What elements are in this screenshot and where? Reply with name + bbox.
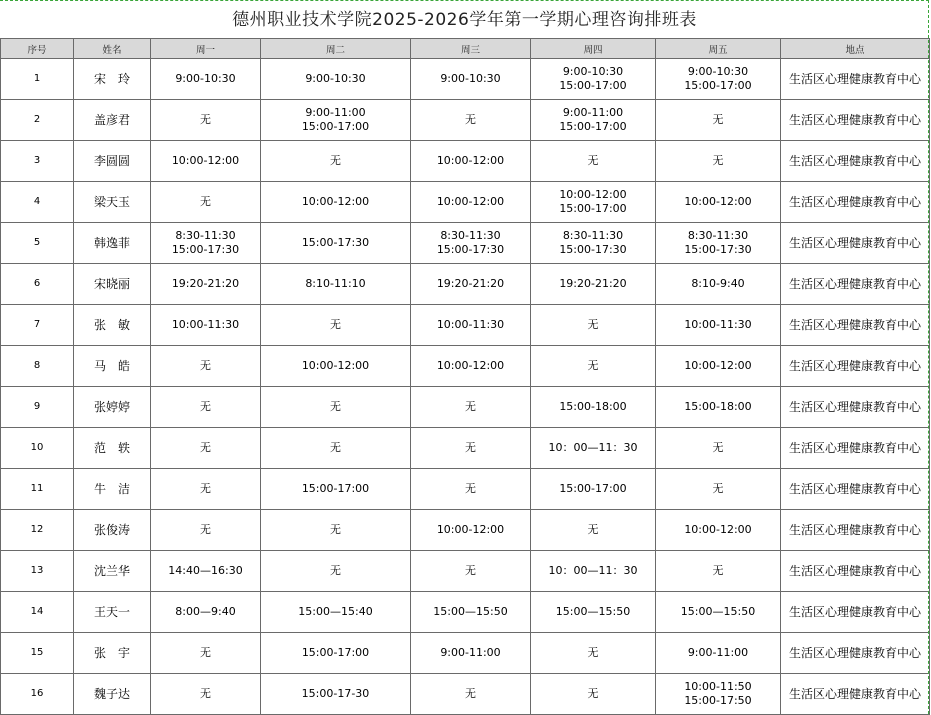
schedule-time-line: 无 [465,564,476,577]
table-row [1,387,930,428]
schedule-time-line: 10:00-12:00 [436,523,505,536]
schedule-time-line: 8:30-11:30 [562,229,624,242]
schedule-time-line: 无 [465,482,476,495]
cell-wed-schedule[interactable] [411,592,531,633]
cell-index[interactable]: 2 [1,100,74,141]
schedule-time-line: 10:00-12:00 [436,195,505,208]
schedule-time-line: 无 [465,400,476,413]
schedule-time-line: 9:00-10:30 [562,65,624,78]
cell-thu-schedule[interactable] [531,592,656,633]
schedule-time-line: 无 [712,441,724,454]
schedule-time-line: 8:10-9:40 [691,277,745,290]
cell-mon-schedule[interactable] [151,387,261,428]
cell-location[interactable]: 生活区心理健康教育中心 [781,387,930,428]
schedule-time-line: 15:00-17:00 [559,79,627,92]
table-row [1,305,930,346]
schedule-time-line: 无 [587,318,599,331]
cell-wed-schedule[interactable] [411,551,531,592]
schedule-time-line: 无 [712,154,724,167]
cell-wed-schedule[interactable] [411,264,531,305]
cell-thu-schedule[interactable] [531,264,656,305]
schedule-time-line: 19:20-21:20 [171,277,240,290]
cell-mon-schedule[interactable] [151,223,261,264]
cell-wed-schedule[interactable] [411,510,531,551]
schedule-time-line: 15:00-17:00 [559,120,627,133]
cell-tue-schedule[interactable] [261,305,411,346]
cell-fri-schedule[interactable] [656,59,781,100]
cell-mon-schedule[interactable] [151,551,261,592]
schedule-time-line: 无 [712,564,724,577]
schedule-time-line: 无 [330,564,341,577]
cell-wed-schedule[interactable] [411,182,531,223]
schedule-time-line: 10:00-12:00 [559,188,627,201]
cell-tue-schedule[interactable] [261,387,411,428]
header-cell-name[interactable]: 姓名 [74,39,151,59]
schedule-time-line: 10：00—11：30 [548,564,638,577]
cell-tue-schedule[interactable] [261,428,411,469]
schedule-time-line: 无 [465,441,476,454]
cell-thu-schedule[interactable] [531,100,656,141]
schedule-time-line: 15:00-18:00 [559,400,627,413]
table-row [1,59,930,100]
table-row [1,182,930,223]
cell-fri-schedule[interactable] [656,223,781,264]
cell-location[interactable]: 生活区心理健康教育中心 [781,469,930,510]
cell-name[interactable]: 范 轶 [74,428,151,469]
cell-name[interactable]: 沈兰华 [74,551,151,592]
schedule-time-line: 9:00-11:00 [440,646,501,659]
sheet-title[interactable]: 德州职业技术学院2025-2026学年第一学期心理咨询排班表 [232,10,697,30]
cell-wed-schedule[interactable] [411,469,531,510]
schedule-time-line: 15:00-17:30 [171,243,240,256]
cell-fri-schedule[interactable] [656,346,781,387]
header-cell-friday[interactable]: 周五 [656,39,781,59]
cell-thu-schedule[interactable] [531,510,656,551]
cell-wed-schedule[interactable] [411,223,531,264]
schedule-time-line: 无 [330,523,341,536]
cell-tue-schedule[interactable] [261,264,411,305]
table-row [1,141,930,182]
cell-tue-schedule[interactable] [261,551,411,592]
table-row [1,551,930,592]
cell-name[interactable]: 宋 玲 [74,59,151,100]
schedule-time-line: 无 [200,482,211,495]
cell-thu-schedule[interactable] [531,428,656,469]
table-row [1,674,930,715]
cell-mon-schedule[interactable] [151,141,261,182]
cell-wed-schedule[interactable] [411,387,531,428]
cell-name[interactable]: 盖彦君 [74,100,151,141]
cell-name[interactable]: 王天一 [74,592,151,633]
schedule-time-line: 无 [200,523,211,536]
header-cell-index[interactable]: 序号 [1,39,74,59]
cell-index[interactable]: 11 [1,469,74,510]
cell-name[interactable]: 马 皓 [74,346,151,387]
cell-name[interactable]: 张 敏 [74,305,151,346]
cell-mon-schedule[interactable] [151,305,261,346]
schedule-time-line: 无 [587,687,599,700]
schedule-time-line: 无 [465,113,476,126]
cell-index[interactable]: 9 [1,387,74,428]
schedule-time-line: 10:00-12:00 [684,195,752,208]
schedule-time-line: 10:00-12:00 [436,154,505,167]
cell-location[interactable]: 生活区心理健康教育中心 [781,428,930,469]
schedule-time-line: 无 [200,400,211,413]
cell-fri-schedule[interactable] [656,510,781,551]
cell-location[interactable]: 生活区心理健康教育中心 [781,223,930,264]
cell-name[interactable]: 魏子达 [74,674,151,715]
schedule-time-line: 10:00-11:30 [436,318,505,331]
cell-mon-schedule[interactable] [151,182,261,223]
cell-thu-schedule[interactable] [531,551,656,592]
schedule-time-line: 无 [330,400,341,413]
schedule-time-line: 9:00-10:30 [440,72,501,85]
cell-mon-schedule[interactable] [151,469,261,510]
schedule-time-line: 15:00-17:00 [559,482,627,495]
schedule-time-line: 无 [200,441,211,454]
cell-index[interactable]: 6 [1,264,74,305]
cell-tue-schedule[interactable] [261,592,411,633]
cell-fri-schedule[interactable] [656,633,781,674]
header-cell-monday[interactable]: 周一 [151,39,261,59]
cell-tue-schedule[interactable] [261,182,411,223]
cell-mon-schedule[interactable] [151,674,261,715]
cell-location[interactable]: 生活区心理健康教育中心 [781,346,930,387]
cell-location[interactable]: 生活区心理健康教育中心 [781,674,930,715]
schedule-time-line: 无 [587,646,599,659]
schedule-time-line: 10:00-12:00 [436,359,505,372]
schedule-time-line: 15:00—15:50 [433,605,508,618]
cell-thu-schedule[interactable] [531,633,656,674]
schedule-time-line: 8:30-11:30 [440,229,501,242]
cell-thu-schedule[interactable] [531,674,656,715]
cell-index[interactable]: 7 [1,305,74,346]
cell-wed-schedule[interactable] [411,100,531,141]
schedule-time-line: 15:00-17:00 [301,120,370,133]
table-row [1,346,930,387]
schedule-time-line: 10:00-12:00 [301,195,370,208]
cell-wed-schedule[interactable] [411,428,531,469]
cell-name[interactable]: 张俊涛 [74,510,151,551]
cell-thu-schedule[interactable] [531,387,656,428]
cell-mon-schedule[interactable] [151,100,261,141]
schedule-time-line: 15:00-18:00 [684,400,752,413]
cell-mon-schedule[interactable] [151,428,261,469]
schedule-time-line: 无 [465,687,476,700]
cell-name[interactable]: 梁天玉 [74,182,151,223]
cell-location[interactable]: 生活区心理健康教育中心 [781,141,930,182]
schedule-time-line: 无 [330,441,341,454]
schedule-time-line: 9:00-11:00 [562,106,624,119]
header-cell-location[interactable]: 地点 [781,39,930,59]
cell-fri-schedule[interactable] [656,141,781,182]
cell-wed-schedule[interactable] [411,674,531,715]
cell-thu-schedule[interactable] [531,305,656,346]
cell-tue-schedule[interactable] [261,223,411,264]
schedule-time-line: 无 [200,646,211,659]
cell-thu-schedule[interactable] [531,141,656,182]
schedule-time-line: 15:00-17:00 [301,646,370,659]
cell-thu-schedule[interactable] [531,59,656,100]
cell-thu-schedule[interactable] [531,182,656,223]
schedule-time-line: 8:10-11:10 [305,277,366,290]
cell-mon-schedule[interactable] [151,510,261,551]
cell-wed-schedule[interactable] [411,346,531,387]
schedule-time-line: 无 [200,359,211,372]
schedule-time-line: 15:00-17:00 [684,79,752,92]
cell-mon-schedule[interactable] [151,346,261,387]
cell-tue-schedule[interactable] [261,346,411,387]
header-cell-thursday[interactable]: 周四 [531,39,656,59]
table-row [1,223,930,264]
schedule-time-line: 15:00-17-30 [301,687,370,700]
schedule-time-line: 15:00-17:30 [301,236,370,249]
schedule-time-line: 无 [330,318,341,331]
cell-mon-schedule[interactable] [151,264,261,305]
cell-location[interactable]: 生活区心理健康教育中心 [781,633,930,674]
cell-fri-schedule[interactable] [656,428,781,469]
cell-name[interactable]: 牛 洁 [74,469,151,510]
schedule-time-line: 10:00-12:00 [684,359,752,372]
cell-index[interactable]: 15 [1,633,74,674]
cell-mon-schedule[interactable] [151,59,261,100]
schedule-time-line: 无 [587,523,599,536]
table-row [1,264,930,305]
cell-index[interactable]: 10 [1,428,74,469]
cell-index[interactable]: 5 [1,223,74,264]
schedule-time-line: 14:40—16:30 [168,564,243,577]
cell-location[interactable]: 生活区心理健康教育中心 [781,264,930,305]
cell-tue-schedule[interactable] [261,141,411,182]
cell-fri-schedule[interactable] [656,100,781,141]
cell-thu-schedule[interactable] [531,346,656,387]
schedule-time-line: 15:00-17:30 [559,243,627,256]
cell-thu-schedule[interactable] [531,223,656,264]
schedule-time-line: 19:20-21:20 [559,277,627,290]
cell-fri-schedule[interactable] [656,182,781,223]
schedule-time-line: 无 [330,154,341,167]
schedule-time-line: 10:00-12:00 [684,523,752,536]
cell-mon-schedule[interactable] [151,633,261,674]
table-row [1,469,930,510]
schedule-time-line: 15:00-17:00 [559,202,627,215]
schedule-time-line: 无 [200,195,211,208]
cell-index[interactable]: 8 [1,346,74,387]
cell-tue-schedule[interactable] [261,469,411,510]
schedule-table [0,38,930,715]
cell-index[interactable]: 14 [1,592,74,633]
header-row [1,39,930,59]
schedule-time-line: 无 [712,482,724,495]
cell-index[interactable]: 12 [1,510,74,551]
table-row [1,428,930,469]
cell-tue-schedule[interactable] [261,59,411,100]
cell-thu-schedule[interactable] [531,469,656,510]
schedule-time-line: 10:00-11:30 [171,318,240,331]
page-break-top [0,0,929,1]
cell-location[interactable]: 生活区心理健康教育中心 [781,551,930,592]
cell-mon-schedule[interactable] [151,592,261,633]
cell-wed-schedule[interactable] [411,633,531,674]
cell-fri-schedule[interactable] [656,674,781,715]
cell-fri-schedule[interactable] [656,592,781,633]
cell-tue-schedule[interactable] [261,100,411,141]
cell-index[interactable]: 3 [1,141,74,182]
schedule-time-line: 15:00-17:00 [301,482,370,495]
page-break-right [928,0,929,714]
cell-index[interactable]: 1 [1,59,74,100]
cell-fri-schedule[interactable] [656,387,781,428]
cell-name[interactable]: 宋晓丽 [74,264,151,305]
schedule-time-line: 无 [712,113,724,126]
cell-name[interactable]: 李圆圆 [74,141,151,182]
schedule-time-line: 9:00-10:30 [175,72,236,85]
schedule-time-line: 9:00-11:00 [687,646,749,659]
cell-tue-schedule[interactable] [261,674,411,715]
header-cell-wednesday[interactable]: 周三 [411,39,531,59]
schedule-time-line: 8:00—9:40 [175,605,236,618]
schedule-time-line: 9:00-11:00 [305,106,366,119]
schedule-time-line: 15:00-17:50 [684,694,752,707]
table-row [1,592,930,633]
schedule-body [1,59,930,715]
cell-wed-schedule[interactable] [411,141,531,182]
schedule-time-line: 8:30-11:30 [687,229,749,242]
cell-index[interactable]: 4 [1,182,74,223]
cell-index[interactable]: 16 [1,674,74,715]
cell-tue-schedule[interactable] [261,633,411,674]
schedule-time-line: 8:30-11:30 [175,229,236,242]
schedule-time-line: 10:00-11:50 [684,680,752,693]
schedule-time-line: 无 [587,154,599,167]
schedule-time-line: 15:00-17:30 [684,243,752,256]
cell-location[interactable]: 生活区心理健康教育中心 [781,59,930,100]
schedule-time-line: 15:00—15:50 [555,605,631,618]
schedule-time-line: 19:20-21:20 [436,277,505,290]
cell-location[interactable]: 生活区心理健康教育中心 [781,100,930,141]
cell-location[interactable]: 生活区心理健康教育中心 [781,592,930,633]
schedule-time-line: 无 [200,113,211,126]
schedule-time-line: 无 [200,687,211,700]
cell-fri-schedule[interactable] [656,551,781,592]
schedule-time-line: 15:00—15:50 [680,605,756,618]
cell-name[interactable]: 张 宇 [74,633,151,674]
schedule-time-line: 10:00-12:00 [301,359,370,372]
cell-name[interactable]: 韩逸菲 [74,223,151,264]
cell-wed-schedule[interactable] [411,59,531,100]
schedule-time-line: 9:00-10:30 [305,72,366,85]
schedule-time-line: 15:00—15:40 [298,605,373,618]
cell-fri-schedule[interactable] [656,305,781,346]
schedule-time-line: 10：00—11：30 [548,441,638,454]
schedule-time-line: 9:00-10:30 [687,65,749,78]
table-row [1,510,930,551]
cell-fri-schedule[interactable] [656,469,781,510]
cell-name[interactable]: 张婷婷 [74,387,151,428]
cell-location[interactable]: 生活区心理健康教育中心 [781,305,930,346]
schedule-time-line: 10:00-11:30 [684,318,752,331]
table-row [1,100,930,141]
cell-fri-schedule[interactable] [656,264,781,305]
cell-location[interactable]: 生活区心理健康教育中心 [781,510,930,551]
header-cell-tuesday[interactable]: 周二 [261,39,411,59]
table-row [1,633,930,674]
cell-location[interactable]: 生活区心理健康教育中心 [781,182,930,223]
schedule-time-line: 10:00-12:00 [171,154,240,167]
cell-tue-schedule[interactable] [261,510,411,551]
cell-wed-schedule[interactable] [411,305,531,346]
cell-index[interactable]: 13 [1,551,74,592]
schedule-time-line: 无 [587,359,599,372]
schedule-time-line: 15:00-17:30 [436,243,505,256]
